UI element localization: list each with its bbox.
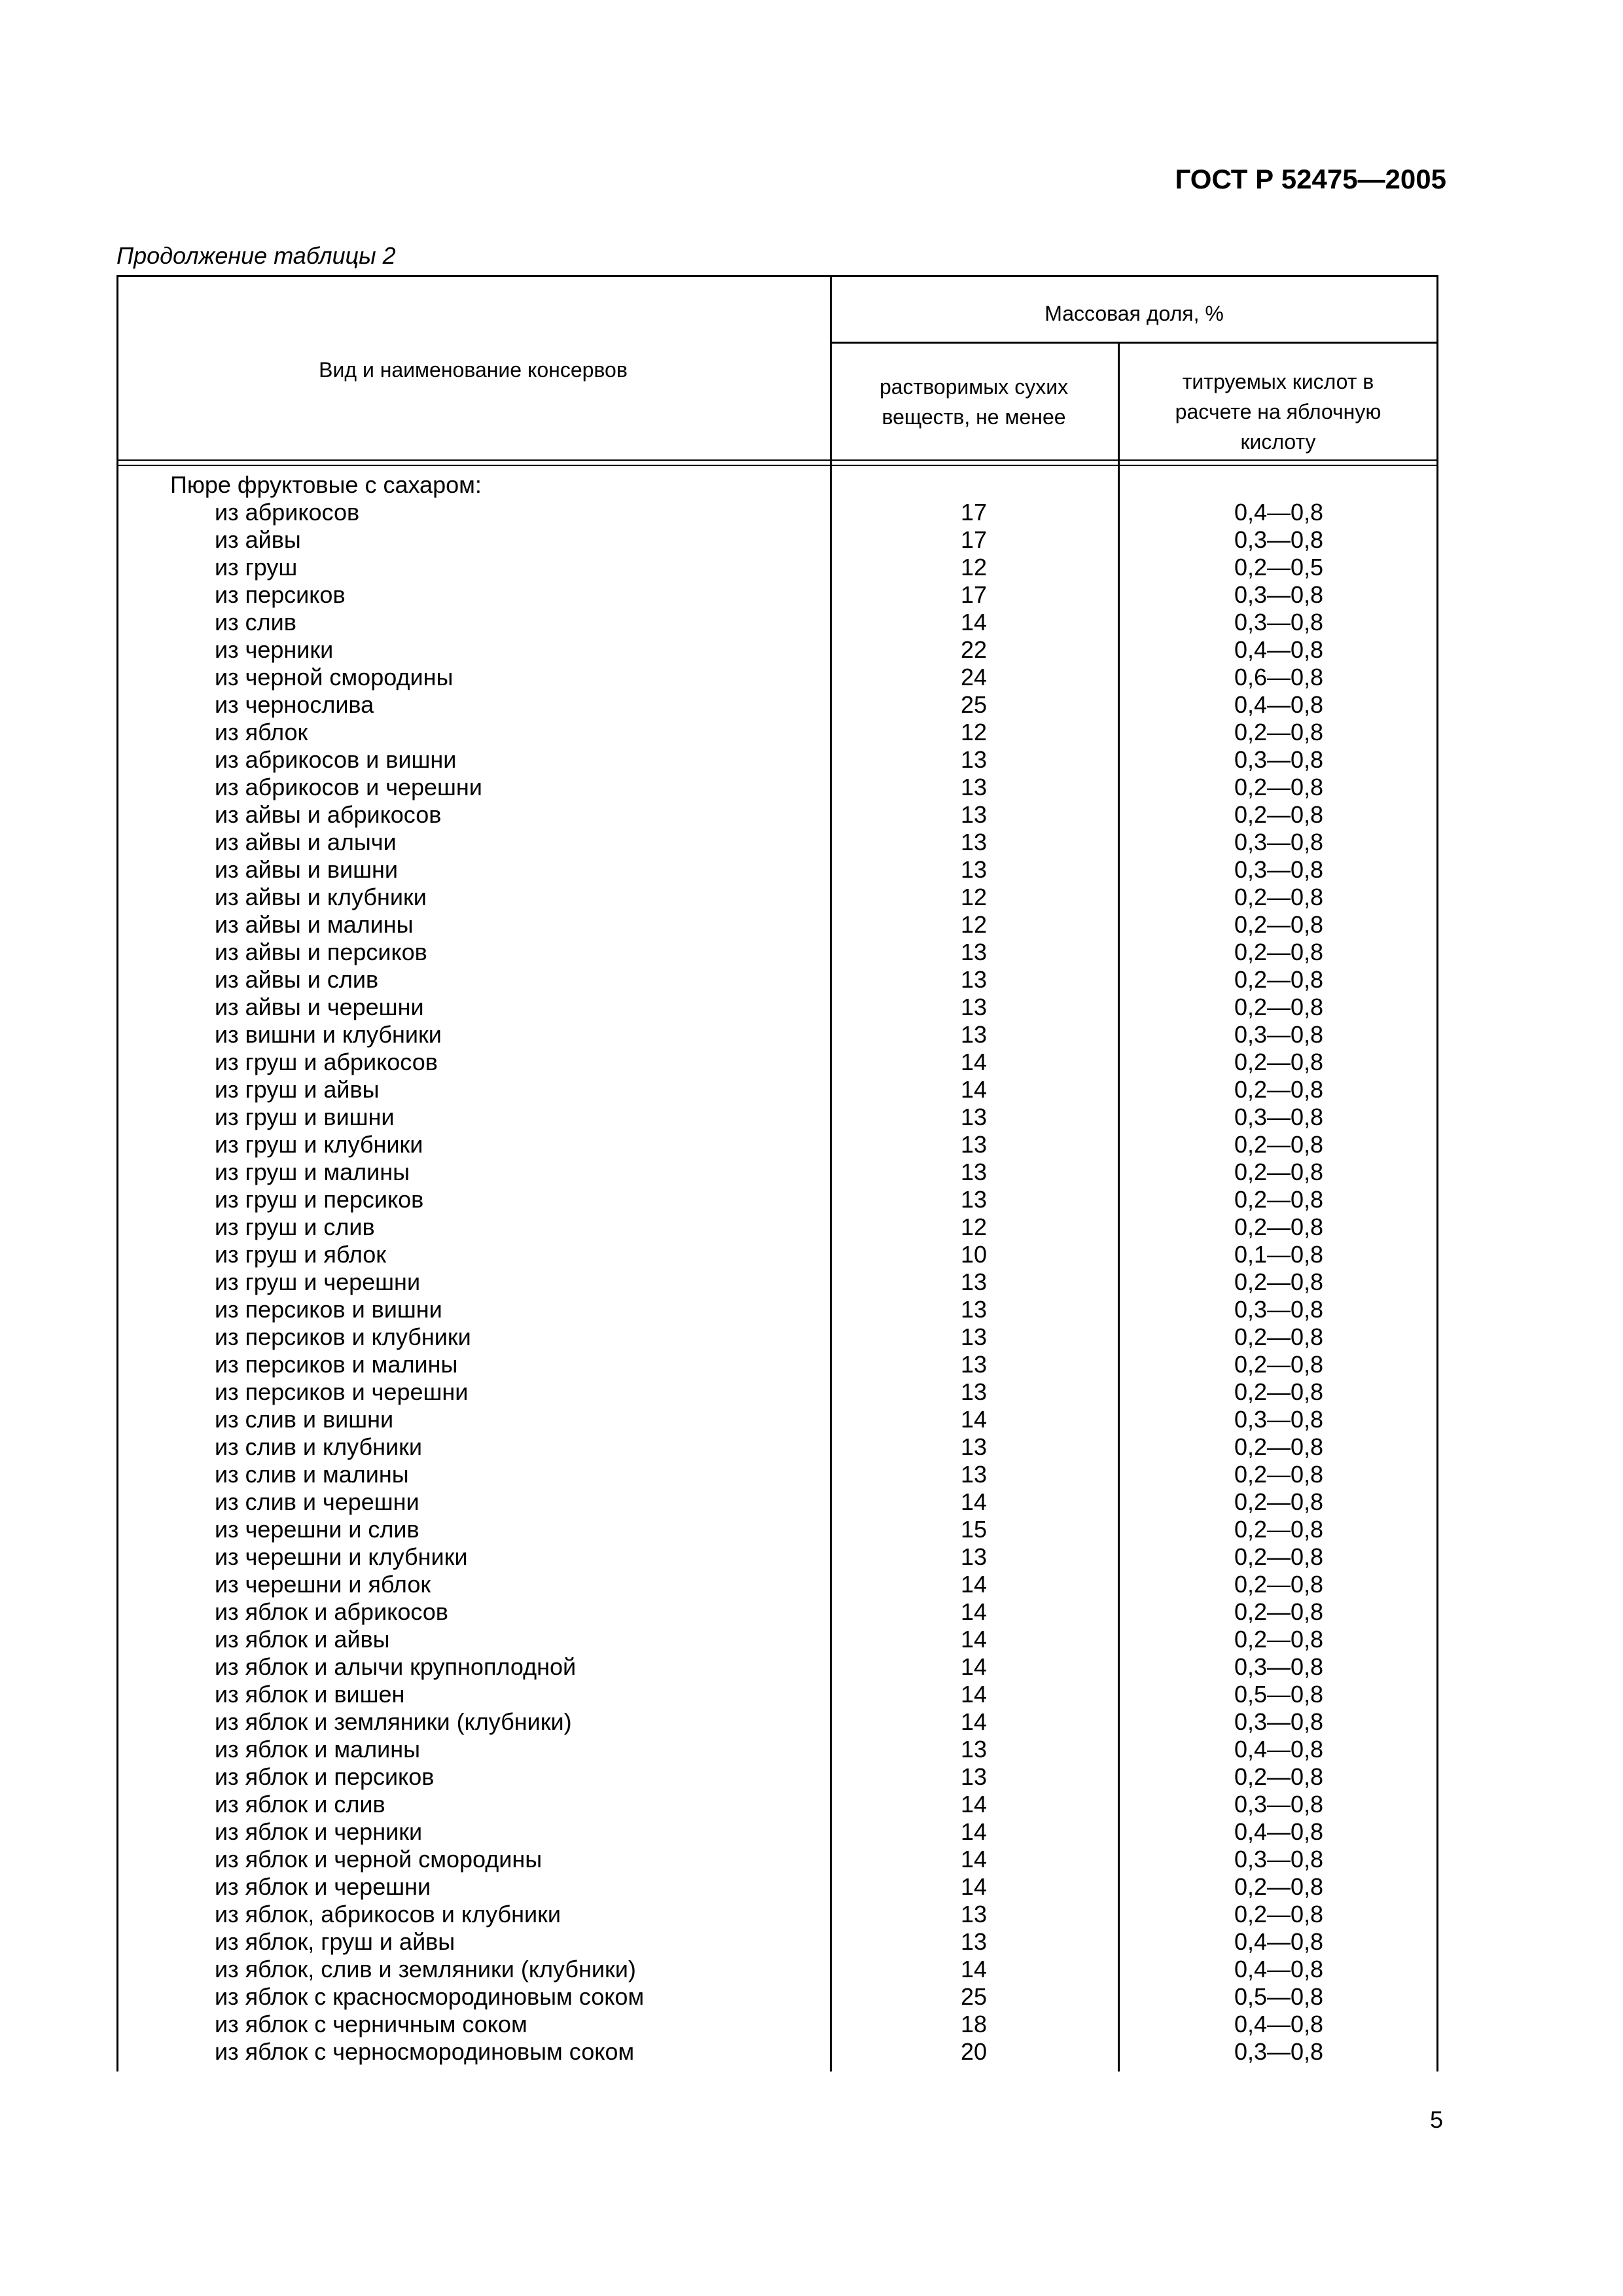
product-name: из чернослива [215,691,374,718]
table-row [0,2011,1623,2038]
titratable-acid-value: 0,2—0,5 [1234,554,1324,581]
table-row [0,1983,1623,2011]
header-mass-fraction: Массовая доля, % [1044,302,1224,325]
product-name: из вишни и клубники [215,1021,442,1048]
titratable-acid-value: 0,2—0,8 [1234,1488,1324,1515]
soluble-solids-value: 13 [960,1461,988,1488]
soluble-solids-value: 20 [960,2038,988,2065]
product-name: из яблок, абрикосов и клубники [215,1901,561,1928]
soluble-solids-value: 14 [960,1626,988,1653]
soluble-solids-value: 14 [960,1406,988,1433]
table-row [0,746,1623,774]
soluble-solids-value: 17 [960,499,988,526]
table-row [0,1186,1623,1213]
titratable-acid-value: 0,4—0,8 [1234,1736,1324,1763]
soluble-solids-value: 13 [960,1158,988,1185]
titratable-acid-value: 0,3—0,8 [1234,1406,1324,1433]
titratable-acid-value: 0,3—0,8 [1234,526,1324,553]
soluble-solids-value: 13 [960,1268,988,1295]
soluble-solids-value: 13 [960,1296,988,1323]
table-row [0,801,1623,829]
table-row [0,966,1623,994]
table-row [0,1131,1623,1158]
titratable-acid-value: 0,3—0,8 [1234,829,1324,855]
soluble-solids-value: 14 [960,1653,988,1680]
group-title: Пюре фруктовые с сахаром: [170,471,482,498]
soluble-solids-value: 13 [960,1103,988,1130]
table-row [0,1461,1623,1488]
table-caption: Продолжение таблицы 2 [116,242,396,269]
soluble-solids-value: 13 [960,1378,988,1405]
table-row [0,1351,1623,1378]
soluble-solids-value: 14 [960,609,988,636]
soluble-solids-value: 17 [960,526,988,553]
product-name: из персиков и вишни [215,1296,442,1323]
titratable-acid-value: 0,2—0,8 [1234,1461,1324,1488]
product-name: из персиков и клубники [215,1323,471,1350]
table-row [0,1956,1623,1983]
soluble-solids-value: 13 [960,1928,988,1955]
product-name: из черной смородины [215,664,454,691]
titratable-acid-value: 0,3—0,8 [1234,1846,1324,1873]
table-row [0,1681,1623,1708]
soluble-solids-value: 14 [960,1488,988,1515]
titratable-acid-value: 0,2—0,8 [1234,1763,1324,1790]
soluble-solids-value: 13 [960,1186,988,1213]
soluble-solids-value: 13 [960,829,988,855]
product-name: из абрикосов [215,499,360,526]
table-row [0,1268,1623,1296]
soluble-solids-value: 13 [960,746,988,773]
product-name: из айвы [215,526,301,553]
titratable-acid-value: 0,3—0,8 [1234,1103,1324,1130]
product-name: из яблок и черной смородины [215,1846,543,1873]
product-name: из айвы и персиков [215,939,427,965]
titratable-acid-value: 0,2—0,8 [1234,1131,1324,1158]
product-name: из яблок и персиков [215,1763,435,1790]
header-bottom-line [116,465,1438,466]
soluble-solids-value: 25 [960,691,988,718]
titratable-acid-value: 0,2—0,8 [1234,966,1324,993]
soluble-solids-value: 13 [960,994,988,1020]
document-code: ГОСТ Р 52475—2005 [1175,164,1446,194]
soluble-solids-value: 13 [960,1763,988,1790]
product-name: из яблок и слив [215,1791,385,1818]
table-row [0,1791,1623,1818]
product-name: из яблок и малины [215,1736,421,1763]
table-row [0,1213,1623,1241]
product-name: из груш и черешни [215,1268,421,1295]
table-row [0,1846,1623,1873]
soluble-solids-value: 13 [960,1736,988,1763]
product-name: из яблок и земляники (клубники) [215,1708,572,1735]
soluble-solids-value: 25 [960,1983,988,2010]
table-row [0,1406,1623,1433]
soluble-solids-value: 13 [960,1323,988,1350]
product-name: из персиков и черешни [215,1378,469,1405]
table-row [0,884,1623,911]
product-name: из груш и малины [215,1158,410,1185]
soluble-solids-value: 14 [960,1571,988,1598]
product-name: из абрикосов и черешни [215,774,482,800]
titratable-acid-value: 0,4—0,8 [1234,1928,1324,1955]
titratable-acid-value: 0,2—0,8 [1234,801,1324,828]
product-name: из айвы и клубники [215,884,427,910]
soluble-solids-value: 12 [960,1213,988,1240]
soluble-solids-value: 14 [960,1956,988,1982]
soluble-solids-value: 14 [960,1708,988,1735]
titratable-acid-value: 0,2—0,8 [1234,1186,1324,1213]
soluble-solids-value: 13 [960,801,988,828]
table-row [0,1103,1623,1131]
titratable-acid-value: 0,2—0,8 [1234,1378,1324,1405]
table-row [0,609,1623,636]
titratable-acid-value: 0,2—0,8 [1234,1268,1324,1295]
table-row [0,691,1623,719]
titratable-acid-value: 0,2—0,8 [1234,939,1324,965]
product-name: из яблок [215,719,308,745]
titratable-acid-value: 0,4—0,8 [1234,1818,1324,1845]
titratable-acid-value: 0,2—0,8 [1234,1158,1324,1185]
product-name: из яблок с черносмородиновым соком [215,2038,635,2065]
titratable-acid-value: 0,2—0,8 [1234,719,1324,745]
product-name: из слив и клубники [215,1433,423,1460]
soluble-solids-value: 12 [960,884,988,910]
titratable-acid-value: 0,2—0,8 [1234,884,1324,910]
titratable-acid-value: 0,3—0,8 [1234,581,1324,608]
table-row [0,1488,1623,1516]
titratable-acid-value: 0,5—0,8 [1234,1681,1324,1708]
product-name: из яблок и черешни [215,1873,431,1900]
table-row [0,829,1623,856]
product-name: из айвы и малины [215,911,414,938]
product-name: из яблок с красносмородиновым соком [215,1983,645,2010]
table-row [0,1049,1623,1076]
product-name: из груш и персиков [215,1186,424,1213]
soluble-solids-value: 12 [960,554,988,581]
soluble-solids-value: 10 [960,1241,988,1268]
product-name: из персиков [215,581,346,608]
titratable-acid-value: 0,3—0,8 [1234,746,1324,773]
soluble-solids-value: 13 [960,856,988,883]
product-name: из черники [215,636,334,663]
table-row [0,1296,1623,1323]
product-name: из айвы и алычи [215,829,397,855]
table-row [0,719,1623,746]
product-name: из слив и черешни [215,1488,419,1515]
table-row [0,1653,1623,1681]
soluble-solids-value: 17 [960,581,988,608]
soluble-solids-value: 14 [960,1681,988,1708]
soluble-solids-value: 22 [960,636,988,663]
page-number: 5 [1429,2106,1443,2133]
product-name: из айвы и абрикосов [215,801,442,828]
header-bottom-line [116,459,1438,461]
soluble-solids-value: 13 [960,1351,988,1378]
product-name: из айвы и черешни [215,994,424,1020]
product-name: из яблок и айвы [215,1626,390,1653]
soluble-solids-value: 15 [960,1516,988,1543]
table-top-border [116,275,1438,277]
soluble-solids-value: 14 [960,1873,988,1900]
titratable-acid-value: 0,2—0,8 [1234,1873,1324,1900]
titratable-acid-value: 0,4—0,8 [1234,1956,1324,1982]
product-name: из яблок и алычи крупноплодной [215,1653,577,1680]
soluble-solids-value: 12 [960,911,988,938]
product-name: из яблок, слив и земляники (клубники) [215,1956,636,1982]
table-row [0,499,1623,526]
table-row [0,526,1623,554]
table-row [0,554,1623,581]
titratable-acid-value: 0,5—0,8 [1234,1983,1324,2010]
header-titratable-acids: титруемых кислот в расчете на яблочную кислоту [1175,370,1382,454]
soluble-solids-value: 13 [960,1901,988,1928]
table-row [0,1323,1623,1351]
titratable-acid-value: 0,2—0,8 [1234,1571,1324,1598]
titratable-acid-value: 0,1—0,8 [1234,1241,1324,1268]
soluble-solids-value: 14 [960,1818,988,1845]
table-row [0,1516,1623,1543]
titratable-acid-value: 0,3—0,8 [1234,2038,1324,2065]
product-name: из груш и айвы [215,1076,380,1103]
titratable-acid-value: 0,2—0,8 [1234,1076,1324,1103]
table-row [0,664,1623,691]
product-name: из груш и абрикосов [215,1049,438,1075]
table-row [0,994,1623,1021]
titratable-acid-value: 0,2—0,8 [1234,1351,1324,1378]
soluble-solids-value: 13 [960,1543,988,1570]
titratable-acid-value: 0,2—0,8 [1234,1433,1324,1460]
product-name: из груш и яблок [215,1241,387,1268]
soluble-solids-value: 14 [960,1598,988,1625]
titratable-acid-value: 0,4—0,8 [1234,691,1324,718]
titratable-acid-value: 0,2—0,8 [1234,1901,1324,1928]
table-row [0,1241,1623,1268]
titratable-acid-value: 0,3—0,8 [1234,1708,1324,1735]
product-name: из абрикосов и вишни [215,746,457,773]
titratable-acid-value: 0,2—0,8 [1234,1543,1324,1570]
titratable-acid-value: 0,2—0,8 [1234,1626,1324,1653]
soluble-solids-value: 13 [960,1021,988,1048]
header-soluble-solids: растворимых сухих веществ, не менее [879,375,1069,429]
product-name: из слив [215,609,296,636]
product-name: из черешни и слив [215,1516,419,1543]
titratable-acid-value: 0,2—0,8 [1234,1323,1324,1350]
table-row [0,1901,1623,1928]
product-name: из яблок и вишен [215,1681,405,1708]
soluble-solids-value: 12 [960,719,988,745]
soluble-solids-value: 14 [960,1049,988,1075]
table-row [0,1873,1623,1901]
titratable-acid-value: 0,6—0,8 [1234,664,1324,691]
titratable-acid-value: 0,3—0,8 [1234,609,1324,636]
titratable-acid-value: 0,2—0,8 [1234,1213,1324,1240]
titratable-acid-value: 0,2—0,8 [1234,994,1324,1020]
header-product-name: Вид и наименование консервов [319,358,628,382]
titratable-acid-value: 0,2—0,8 [1234,911,1324,938]
product-name: из слив и малины [215,1461,409,1488]
table-row [0,636,1623,664]
table-row [0,581,1623,609]
product-name: из персиков и малины [215,1351,458,1378]
product-name: из яблок и абрикосов [215,1598,448,1625]
product-name: из черешни и клубники [215,1543,468,1570]
soluble-solids-value: 13 [960,1433,988,1460]
table-row [0,1763,1623,1791]
soluble-solids-value: 18 [960,2011,988,2037]
table-row [0,911,1623,939]
table-row [0,939,1623,966]
table-row [0,1818,1623,1846]
table-row [0,1928,1623,1956]
table-row [0,2038,1623,2066]
product-name: из яблок и черники [215,1818,423,1845]
soluble-solids-value: 24 [960,664,988,691]
soluble-solids-value: 13 [960,774,988,800]
titratable-acid-value: 0,3—0,8 [1234,1021,1324,1048]
table-row [0,1433,1623,1461]
product-name: из слив и вишни [215,1406,394,1433]
product-name: из груш и клубники [215,1131,423,1158]
table-row [0,1736,1623,1763]
table-body [0,499,1623,2066]
table-row [0,774,1623,801]
soluble-solids-value: 13 [960,1131,988,1158]
table-row [0,1626,1623,1653]
group-header-divider [830,342,1438,344]
titratable-acid-value: 0,2—0,8 [1234,774,1324,800]
titratable-acid-value: 0,3—0,8 [1234,1296,1324,1323]
table-row [0,1543,1623,1571]
titratable-acid-value: 0,4—0,8 [1234,636,1324,663]
table-row [0,856,1623,884]
titratable-acid-value: 0,4—0,8 [1234,2011,1324,2037]
soluble-solids-value: 14 [960,1791,988,1818]
titratable-acid-value: 0,3—0,8 [1234,1791,1324,1818]
titratable-acid-value: 0,2—0,8 [1234,1516,1324,1543]
table-row [0,1021,1623,1049]
titratable-acid-value: 0,2—0,8 [1234,1598,1324,1625]
product-name: из яблок с черничным соком [215,2011,527,2037]
product-name: из айвы и вишни [215,856,398,883]
titratable-acid-value: 0,2—0,8 [1234,1049,1324,1075]
titratable-acid-value: 0,3—0,8 [1234,1653,1324,1680]
table-row [0,1571,1623,1598]
table-row [0,1158,1623,1186]
titratable-acid-value: 0,4—0,8 [1234,499,1324,526]
soluble-solids-value: 13 [960,966,988,993]
product-name: из айвы и слив [215,966,379,993]
soluble-solids-value: 14 [960,1076,988,1103]
table-row [0,1708,1623,1736]
product-name: из черешни и яблок [215,1571,431,1598]
product-name: из груш и слив [215,1213,375,1240]
product-name: из яблок, груш и айвы [215,1928,455,1955]
soluble-solids-value: 13 [960,939,988,965]
product-name: из груш и вишни [215,1103,395,1130]
soluble-solids-value: 14 [960,1846,988,1873]
table-row [0,1076,1623,1103]
product-name: из груш [215,554,298,581]
titratable-acid-value: 0,3—0,8 [1234,856,1324,883]
table-row [0,1598,1623,1626]
table-row [0,1378,1623,1406]
